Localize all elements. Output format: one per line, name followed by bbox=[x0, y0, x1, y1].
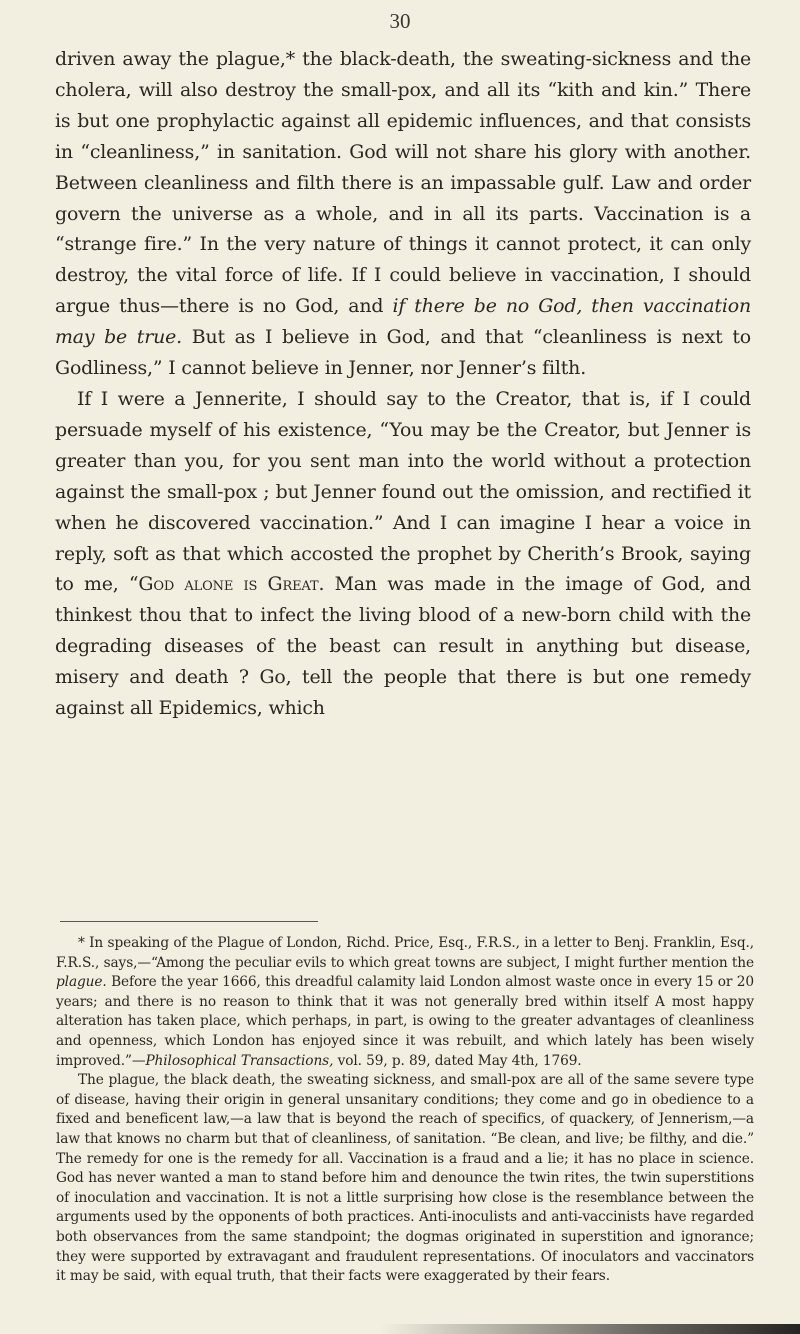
paragraph-1-text-end: But as I believe in God, and that “cleanliness is next to Godliness,” I cannot believe in Jenner, nor Jenner’s filth. bbox=[55, 326, 751, 380]
footnote-1-text-end: vol. 59, p. 89, dated May 4th, 1769. bbox=[333, 1052, 582, 1069]
paragraph-2-text-end: Man was made in the image of God, and thinkest thou that to infect the living blood of a new-born child with the degrading diseases of the beast can result in anything but disease, misery and death ? Go, tell the people that there is but one remedy against all Epidemics, which bbox=[55, 573, 751, 720]
main-text bbox=[55, 44, 751, 724]
footnote-1-text-mid: Before the year 1666, this dreadful calamity laid London almost waste once in every 15 or 20 years; and there is no reason to think that it was not generally bred within itself A most happy alteration has taken place, which perhaps, in part, is owing to the greater advantages of cleanliness and openness, which London has enjoyed since it was rebuilt, and which lately has been wisely improved.”— bbox=[56, 974, 754, 1069]
paragraph-1-italic: if there be no God, then vaccination may be true. bbox=[55, 295, 751, 349]
footnotes bbox=[56, 934, 754, 1287]
footnote-1 bbox=[56, 934, 754, 1071]
footnote-1-citation: Philosophical Transactions, bbox=[145, 1052, 334, 1069]
paragraph-1-text: driven away the plague,* the black-death, the sweating-sickness and the cholera, will also destroy the small-pox, and all its “kith and kin.” There is but one prophylactic against all epidemic influences, and that consists in “cleanliness,” in sanitation. God will not share his glory with another. Between cleanliness and filth there is an impassable gulf. Law and order govern the universe as a whole, and in all its parts. Vaccination is a “strange fire.” In the very nature of things it cannot protect, it can only destroy, the vital force of life. If I could believe in vaccination, I should argue thus—there is no God, and bbox=[55, 48, 751, 318]
page-number: 30 bbox=[389, 9, 411, 33]
paragraph-2 bbox=[55, 384, 751, 724]
footnote-2: The plague, the black death, the sweating sickness, and small-pox are all of the same severe type of disease, having their origin in general unsanitary conditions; they come and go in obedience to a fixed and beneficent law,—a law that is beyond the reach of specifics, of quackery, of Jennerism,—a law that knows no charm but that of cleanliness, of sanitation. “Be clean, and live; be filthy, and die.” The remedy for one is the remedy for all. Vaccination is a fraud and a lie; it has no place in science. God has never wanted a man to stand before him and denounce the twin rites, the twin superstitions of inoculation and vaccination. It is not a little surprising how close is the resemblance between the arguments used by the opponents of both practices. Anti-inoculists and anti-vaccinists have regarded both observances from the same standpoint; the dogmas originated in superstition and ignorance; they were supported by extravagant and fraudulent representations. Of inoculators and vaccinators it may be said, with equal truth, that their facts were exaggerated by their fears. bbox=[56, 1072, 754, 1285]
footnote-1-text: * In speaking of the Plague of London, Richd. Price, Esq., F.R.S., in a letter to Benj. Franklin, Esq., F.R.S., says,—“Among the peculiar evils to which great towns are subject, I might further mention the bbox=[56, 935, 754, 971]
page-edge-shadow bbox=[380, 1324, 800, 1334]
footnote-1-italic-plague: plague. bbox=[56, 974, 107, 991]
paragraph-2-text: If I were a Jennerite, I should say to the Creator, that is, if I could persuade myself of his existence, “You may be the Creator, but Jenner is greater than you, for you sent man into the world without a protection against the small-pox ; but Jenner found out the omission, and rectified it when he discovered vaccination.” And I can imagine I hear a voice in reply, soft as that which accosted the prophet by Cherith’s Brook, saying to me, “ bbox=[55, 387, 751, 596]
footnote-divider bbox=[60, 921, 318, 922]
paragraph-2-small-caps: God alone is Great. bbox=[138, 573, 325, 596]
paragraph-1 bbox=[55, 44, 751, 384]
